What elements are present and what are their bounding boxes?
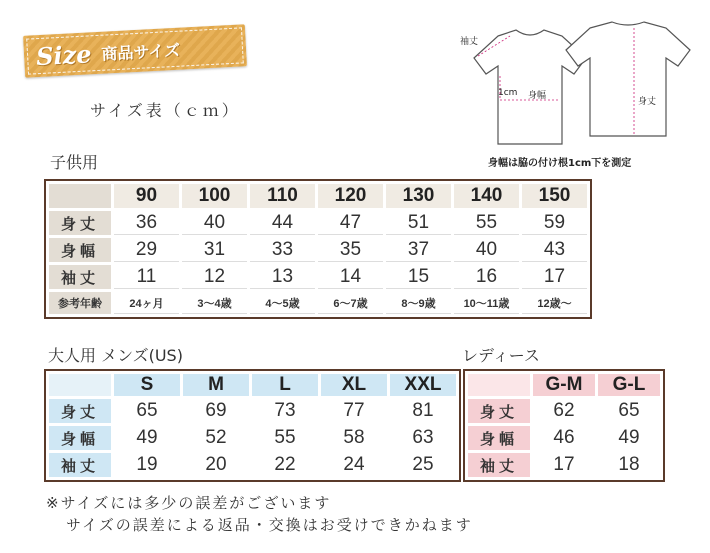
kids-header-row: [49, 184, 587, 208]
tshirt-outline-icon: [458, 14, 698, 154]
table-cell: 19: [114, 453, 180, 477]
row-label: 袖丈: [49, 265, 111, 289]
table-cell: 69: [183, 399, 249, 423]
table-cell: 10～11歳: [454, 292, 519, 314]
ladies-size-header: G-L: [598, 374, 660, 396]
table-cell: 49: [598, 426, 660, 450]
table-cell: 73: [252, 399, 318, 423]
table-row: [468, 426, 660, 450]
table-cell: 29: [114, 238, 179, 262]
note-line-2: サイズの誤差による返品・交換はお受けできかねます: [66, 516, 473, 534]
table-cell: 59: [522, 211, 587, 235]
measure-note: 身幅は脇の付け根1cm下を測定: [488, 158, 632, 169]
note-line-1: ※サイズには多少の誤差がございます: [46, 494, 332, 512]
table-cell: 62: [533, 399, 595, 423]
tshirt-diagram: [458, 14, 698, 174]
offset-label: 1cm: [498, 88, 518, 98]
table-row: [49, 265, 587, 289]
table-cell: 47: [318, 211, 383, 235]
row-label: 身幅: [468, 426, 530, 450]
table-cell: 37: [386, 238, 451, 262]
table-cell: 24: [321, 453, 387, 477]
table-row: [49, 238, 587, 262]
table-cell: 18: [598, 453, 660, 477]
kids-corner-cell: [49, 184, 111, 208]
size-banner: [23, 24, 247, 78]
ladies-size-table: [463, 369, 665, 482]
ladies-corner-cell: [468, 374, 530, 396]
table-cell: 11: [114, 265, 179, 289]
table-cell: 46: [533, 426, 595, 450]
men-size-table: [44, 369, 461, 482]
table-cell: 16: [454, 265, 519, 289]
men-size-header: S: [114, 374, 180, 396]
table-cell: 17: [522, 265, 587, 289]
table-cell: 65: [114, 399, 180, 423]
table-cell: 43: [522, 238, 587, 262]
table-cell: 33: [250, 238, 315, 262]
table-cell: 63: [390, 426, 456, 450]
table-cell: 52: [183, 426, 249, 450]
ladies-size-header: G-M: [533, 374, 595, 396]
table-cell: 40: [182, 211, 247, 235]
table-cell: 4～5歳: [250, 292, 315, 314]
disclaimer-notes: [46, 492, 473, 536]
kids-size-header: 90: [114, 184, 179, 208]
banner-title: 商品サイズ: [100, 40, 181, 64]
men-size-header: M: [183, 374, 249, 396]
men-size-header: L: [252, 374, 318, 396]
kids-size-header: 150: [522, 184, 587, 208]
table-cell: 22: [252, 453, 318, 477]
table-cell: 3～4歳: [182, 292, 247, 314]
table-row: [49, 292, 587, 314]
table-cell: 49: [114, 426, 180, 450]
table-cell: 81: [390, 399, 456, 423]
table-cell: 25: [390, 453, 456, 477]
size-table-unit-label: サイズ表（ｃｍ）: [90, 101, 241, 120]
kids-section-title: 子供用: [50, 153, 99, 172]
table-cell: 24ヶ月: [114, 292, 179, 314]
table-cell: 77: [321, 399, 387, 423]
table-cell: 55: [454, 211, 519, 235]
row-label: 袖丈: [49, 453, 111, 477]
ladies-header-row: [468, 374, 660, 396]
table-cell: 36: [114, 211, 179, 235]
table-cell: 44: [250, 211, 315, 235]
table-cell: 40: [454, 238, 519, 262]
table-cell: 6～7歳: [318, 292, 383, 314]
table-cell: 20: [183, 453, 249, 477]
men-size-header: XL: [321, 374, 387, 396]
table-cell: 15: [386, 265, 451, 289]
row-label: 参考年齢: [49, 292, 111, 314]
table-cell: 51: [386, 211, 451, 235]
table-row: [49, 426, 456, 450]
table-row: [468, 399, 660, 423]
sleeve-label: 袖丈: [460, 37, 479, 47]
table-cell: 31: [182, 238, 247, 262]
row-label: 身幅: [49, 238, 111, 262]
kids-size-header: 120: [318, 184, 383, 208]
table-cell: 55: [252, 426, 318, 450]
table-cell: 17: [533, 453, 595, 477]
row-label: 身幅: [49, 426, 111, 450]
kids-size-table: [44, 179, 592, 319]
kids-size-header: 110: [250, 184, 315, 208]
men-header-row: [49, 374, 456, 396]
table-row: [49, 211, 587, 235]
table-row: [49, 453, 456, 477]
ladies-section-title: レディース: [462, 346, 540, 365]
men-size-header: XXL: [390, 374, 456, 396]
kids-size-header: 140: [454, 184, 519, 208]
row-label: 身丈: [468, 399, 530, 423]
banner-size-label: Size: [35, 38, 93, 71]
row-label: 身丈: [49, 211, 111, 235]
kids-size-header: 100: [182, 184, 247, 208]
table-row: [468, 453, 660, 477]
row-label: 身丈: [49, 399, 111, 423]
width-label: 身幅: [528, 91, 547, 101]
table-cell: 14: [318, 265, 383, 289]
table-cell: 58: [321, 426, 387, 450]
length-label: 身丈: [638, 97, 657, 107]
men-corner-cell: [49, 374, 111, 396]
row-label: 袖丈: [468, 453, 530, 477]
table-cell: 12: [182, 265, 247, 289]
table-cell: 65: [598, 399, 660, 423]
men-section-title: 大人用 メンズ(US): [48, 346, 183, 365]
kids-size-header: 130: [386, 184, 451, 208]
table-cell: 8～9歳: [386, 292, 451, 314]
table-cell: 13: [250, 265, 315, 289]
table-cell: 12歳～: [522, 292, 587, 314]
table-cell: 35: [318, 238, 383, 262]
table-row: [49, 399, 456, 423]
